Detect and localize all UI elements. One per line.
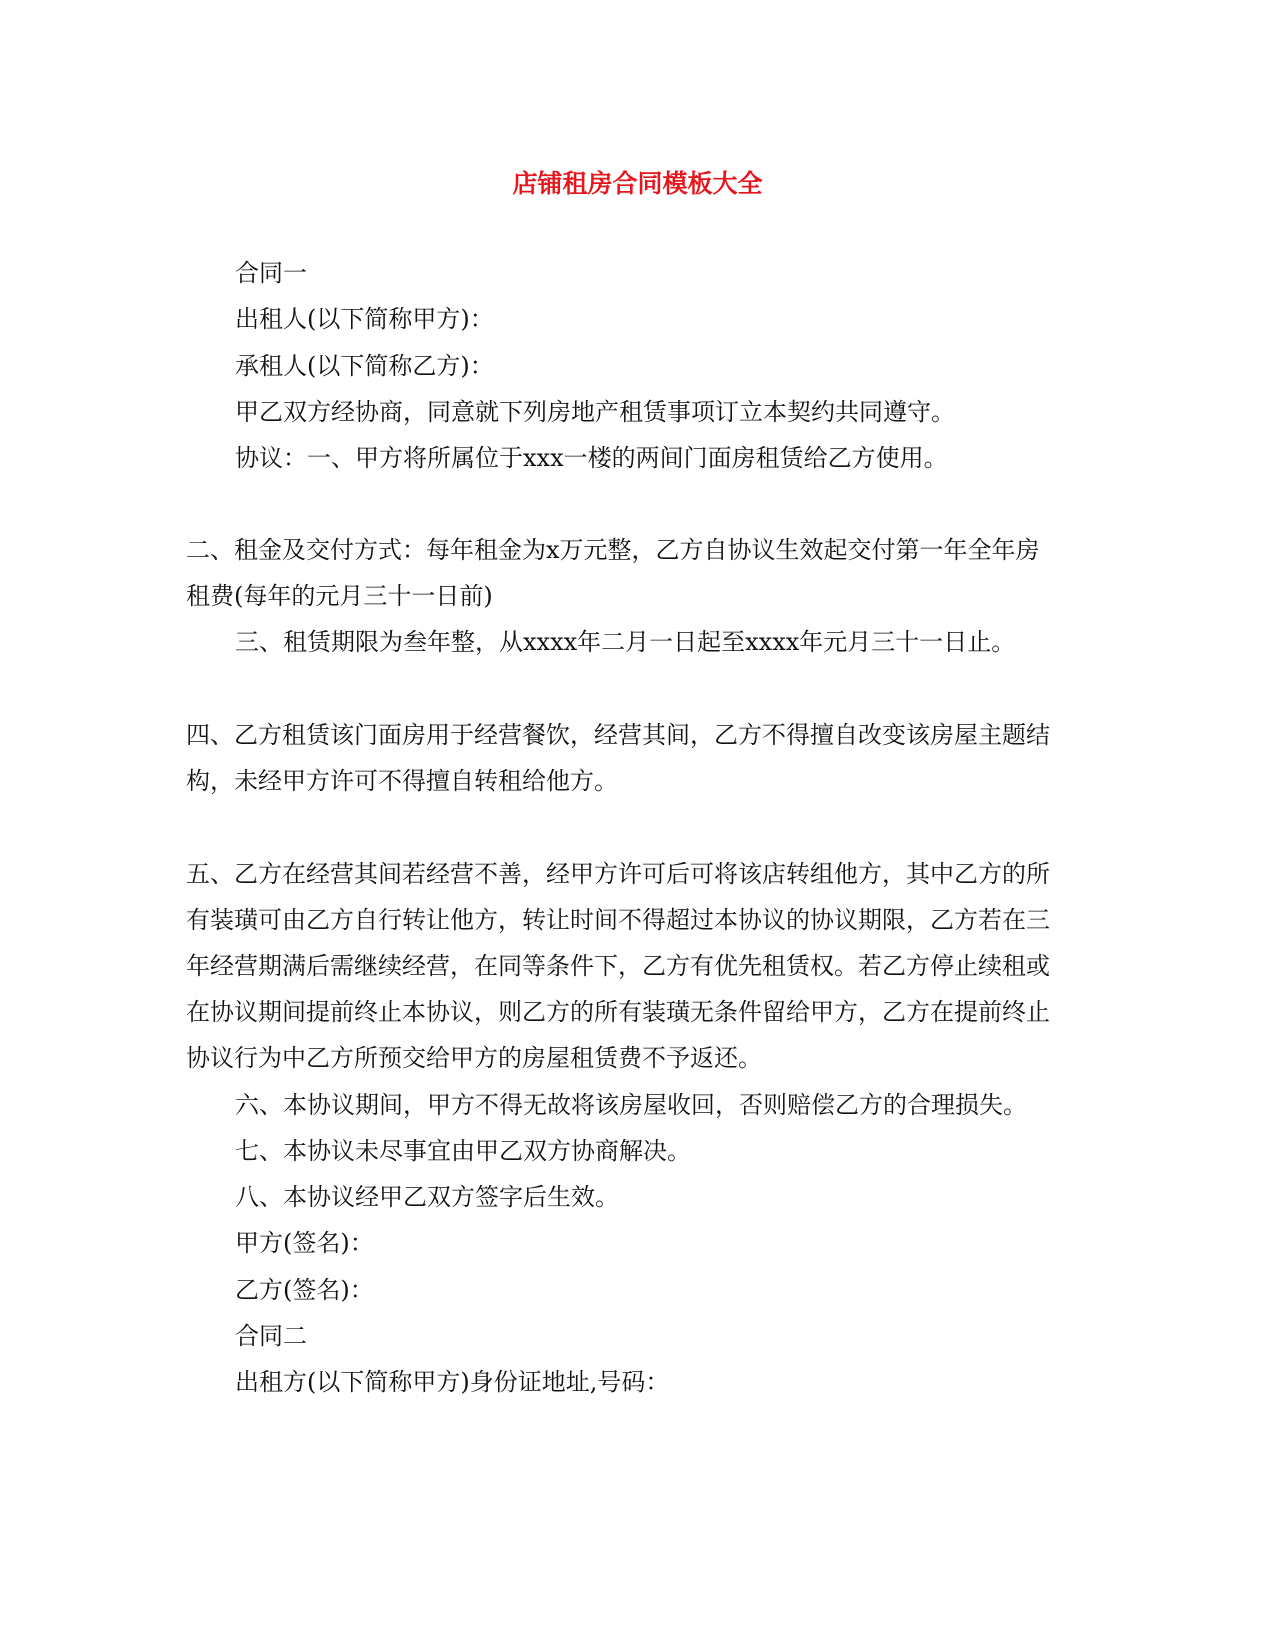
- clause-eight: 八、本协议经甲乙双方签字后生效。: [235, 1183, 619, 1211]
- clause-five-line-2: 有装璜可由乙方自行转让他方，转让时间不得超过本协议的协议期限，乙方若在三: [186, 906, 1050, 934]
- clause-one: 协议：一、甲方将所属位于xxx一楼的两间门面房租赁给乙方使用。: [235, 444, 948, 472]
- clause-five-line-5: 协议行为中乙方所预交给甲方的房屋租赁费不予返还。: [186, 1044, 762, 1072]
- lessor-id-line: 出租方(以下简称甲方)身份证地址,号码：: [235, 1368, 670, 1396]
- party-a-signature: 甲方(签名)：: [235, 1229, 374, 1257]
- clause-two-line-1: 二、租金及交付方式：每年租金为x万元整，乙方自协议生效起交付第一年全年房: [186, 536, 1040, 564]
- clause-four-line-2: 构，未经甲方许可不得擅自转租给他方。: [186, 767, 618, 795]
- party-b-signature: 乙方(签名)：: [235, 1276, 374, 1304]
- document-title: 店铺租房合同模板大全: [512, 169, 763, 198]
- contract-two-heading: 合同二: [235, 1322, 307, 1350]
- clause-five-line-1: 五、乙方在经营其间若经营不善，经甲方许可后可将该店转组他方，其中乙方的所: [186, 860, 1050, 888]
- clause-six: 六、本协议期间，甲方不得无故将该房屋收回，否则赔偿乙方的合理损失。: [235, 1091, 1027, 1119]
- lessor-line: 出租人(以下简称甲方)：: [235, 305, 494, 333]
- clause-four-line-1: 四、乙方租赁该门面房用于经营餐饮，经营其间，乙方不得擅自改变该房屋主题结: [186, 721, 1050, 749]
- agreement-intro: 甲乙双方经协商，同意就下列房地产租赁事项订立本契约共同遵守。: [235, 398, 955, 426]
- clause-three: 三、租赁期限为叁年整，从xxxx年二月一日起至xxxx年元月三十一日止。: [235, 628, 1016, 656]
- contract-one-heading: 合同一: [235, 259, 307, 287]
- clause-two-line-2: 租费(每年的元月三十一日前): [186, 582, 493, 610]
- clause-five-line-3: 年经营期满后需继续经营，在同等条件下，乙方有优先租赁权。若乙方停止续租或: [186, 952, 1050, 980]
- clause-seven: 七、本协议未尽事宜由甲乙双方协商解决。: [235, 1137, 691, 1165]
- lessee-line: 承租人(以下简称乙方)：: [235, 352, 494, 380]
- clause-five-line-4: 在协议期间提前终止本协议，则乙方的所有装璜无条件留给甲方，乙方在提前终止: [186, 998, 1050, 1026]
